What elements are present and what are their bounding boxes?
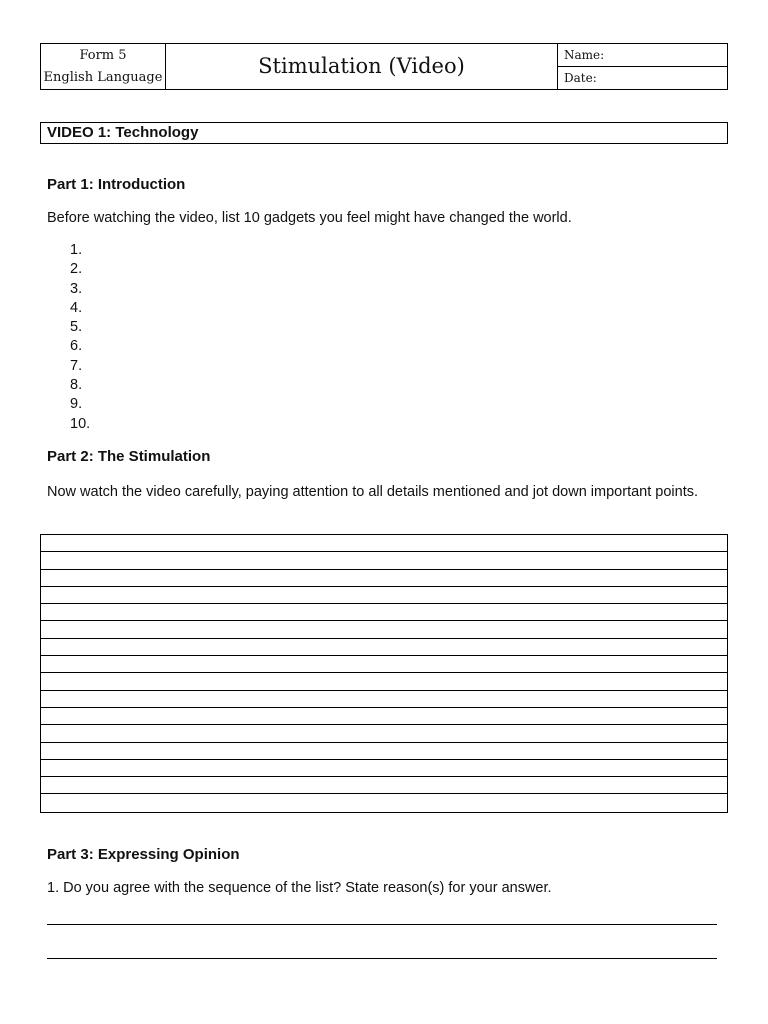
part2-instruction: Now watch the video carefully, paying attention to all details mentioned and jot down important points. (47, 484, 698, 500)
note-row[interactable] (41, 552, 727, 569)
part3-heading: Part 3: Expressing Opinion (47, 846, 240, 863)
date-field[interactable] (558, 67, 727, 89)
part3-question-1: 1. Do you agree with the sequence of the list? State reason(s) for your answer. (47, 880, 552, 896)
note-row[interactable] (41, 639, 727, 656)
video-title: VIDEO 1: Technology (40, 122, 728, 144)
note-row[interactable] (41, 760, 727, 777)
gadget-list (70, 241, 90, 434)
notes-table[interactable] (40, 534, 728, 813)
list-item[interactable]: 4. (70, 299, 83, 316)
form-label: Form 5 (79, 47, 127, 63)
note-row[interactable] (41, 587, 727, 604)
list-item[interactable]: 3. (70, 280, 83, 297)
list-item[interactable]: 7. (70, 357, 83, 374)
list-item[interactable]: 5. (70, 319, 83, 336)
note-row[interactable] (41, 691, 727, 708)
subject-label: English Language (43, 69, 163, 85)
list-item[interactable]: 8. (70, 377, 83, 394)
answer-line[interactable] (47, 958, 717, 959)
note-row[interactable] (41, 604, 727, 621)
note-row[interactable] (41, 777, 727, 794)
part1-instruction: Before watching the video, list 10 gadgets you feel might have changed the world. (47, 210, 572, 226)
name-date-cell (558, 44, 727, 89)
list-item[interactable]: 6. (70, 338, 83, 355)
note-row[interactable] (41, 725, 727, 742)
date-label: Date: (564, 71, 597, 85)
form-subject-cell (41, 44, 166, 89)
list-item[interactable]: 10. (70, 415, 91, 432)
part2-heading: Part 2: The Stimulation (47, 448, 211, 465)
note-row[interactable] (41, 794, 727, 811)
note-row[interactable] (41, 743, 727, 760)
note-row[interactable] (41, 535, 727, 552)
answer-line[interactable] (47, 924, 717, 925)
worksheet-title: Stimulation (Video) (166, 44, 558, 89)
note-row[interactable] (41, 621, 727, 638)
note-row[interactable] (41, 708, 727, 725)
note-row[interactable] (41, 656, 727, 673)
header-table (40, 43, 728, 90)
list-item[interactable]: 9. (70, 396, 83, 413)
list-item[interactable]: 2. (70, 261, 83, 278)
name-label: Name: (564, 48, 605, 62)
part1-heading: Part 1: Introduction (47, 176, 186, 193)
note-row[interactable] (41, 570, 727, 587)
list-item[interactable]: 1. (70, 242, 83, 258)
name-field[interactable] (558, 44, 727, 67)
note-row[interactable] (41, 673, 727, 690)
